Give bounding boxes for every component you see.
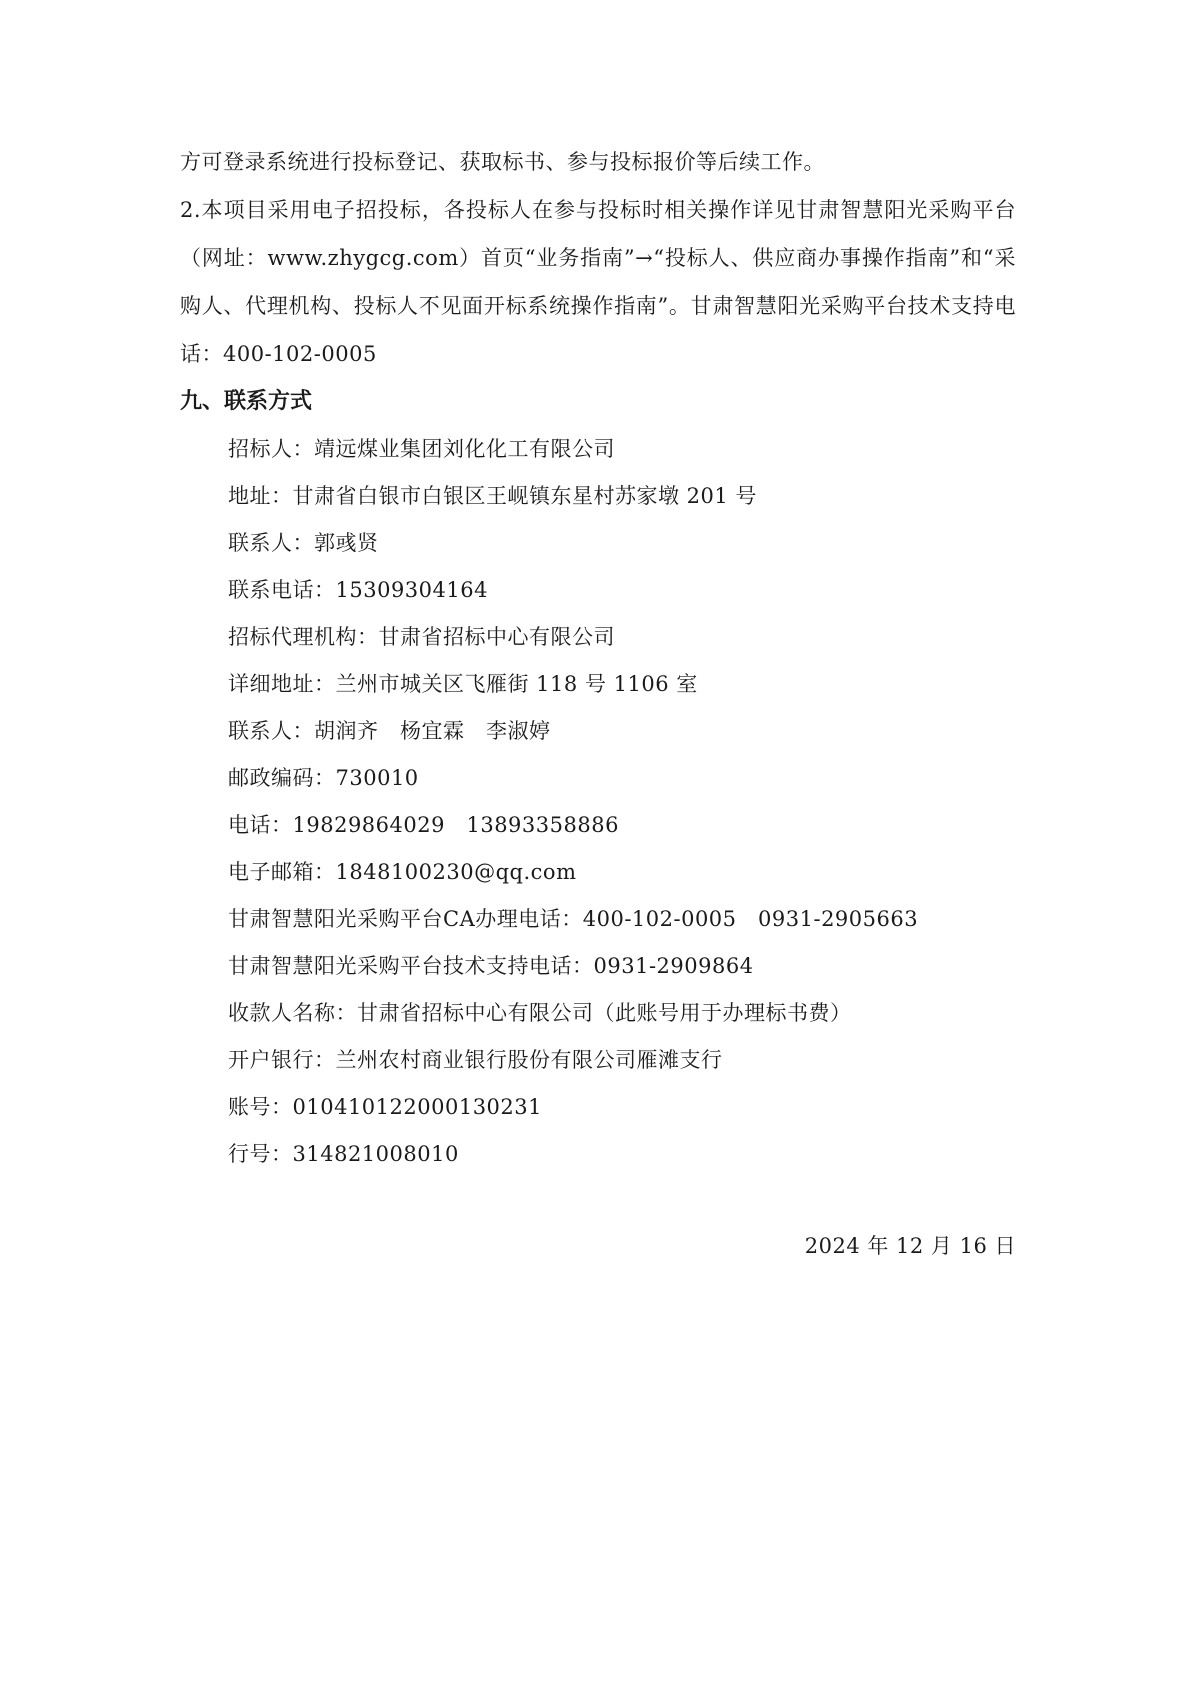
contact-tenderer-phone: 联系电话：15309304164 — [228, 578, 488, 602]
contact-agency: 招标代理机构：甘肃省招标中心有限公司 — [228, 625, 615, 649]
document-body — [180, 138, 1016, 1178]
document-date: 2024 年 12 月 16 日 — [804, 1234, 1016, 1258]
contact-ca-phone: 甘肃智慧阳光采购平台CA办理电话：400-102-0005 0931-2905663 — [228, 907, 919, 931]
paragraph-electronic-bidding: 2.本项目采用电子招投标，各投标人在参与投标时相关操作详见甘肃智慧阳光采购平台（网址：www.zhygcg.com）首页“业务指南”→“投标人、供应商办事操作指南”和“采购人、代理机构、投标人不见面开标系统操作指南”。甘肃智慧阳光采购平台技术支持电话：400-102-0005 — [180, 198, 1016, 366]
contact-postal-code: 邮政编码：730010 — [228, 766, 419, 790]
section-heading-contact: 九、联系方式 — [180, 389, 313, 414]
contact-email: 电子邮箱：1848100230@qq.com — [228, 860, 577, 884]
contact-list — [180, 426, 1016, 1178]
contact-account-number: 账号：010410122000130231 — [228, 1095, 542, 1119]
contact-payee-name: 收款人名称：甘肃省招标中心有限公司（此账号用于办理标书费） — [228, 1001, 852, 1025]
contact-agency-address: 详细地址：兰州市城关区飞雁街 118 号 1106 室 — [228, 672, 698, 696]
paragraph-continuation: 方可登录系统进行投标登记、获取标书、参与投标报价等后续工作。 — [180, 150, 825, 174]
contact-bank: 开户银行：兰州农村商业银行股份有限公司雁滩支行 — [228, 1048, 723, 1072]
contact-tech-support-phone: 甘肃智慧阳光采购平台技术支持电话：0931-2909864 — [228, 954, 754, 978]
contact-agency-persons: 联系人：胡润齐 杨宜霖 李淑婷 — [228, 719, 551, 743]
contact-agency-phones: 电话：19829864029 13893358886 — [228, 813, 619, 837]
contact-tenderer-address: 地址：甘肃省白银市白银区王岘镇东星村苏家墩 201 号 — [228, 484, 757, 508]
contact-tenderer: 招标人：靖远煤业集团刘化化工有限公司 — [228, 437, 615, 461]
contact-bank-code: 行号：314821008010 — [228, 1142, 459, 1166]
contact-tenderer-person: 联系人：郭彧贤 — [228, 531, 379, 555]
